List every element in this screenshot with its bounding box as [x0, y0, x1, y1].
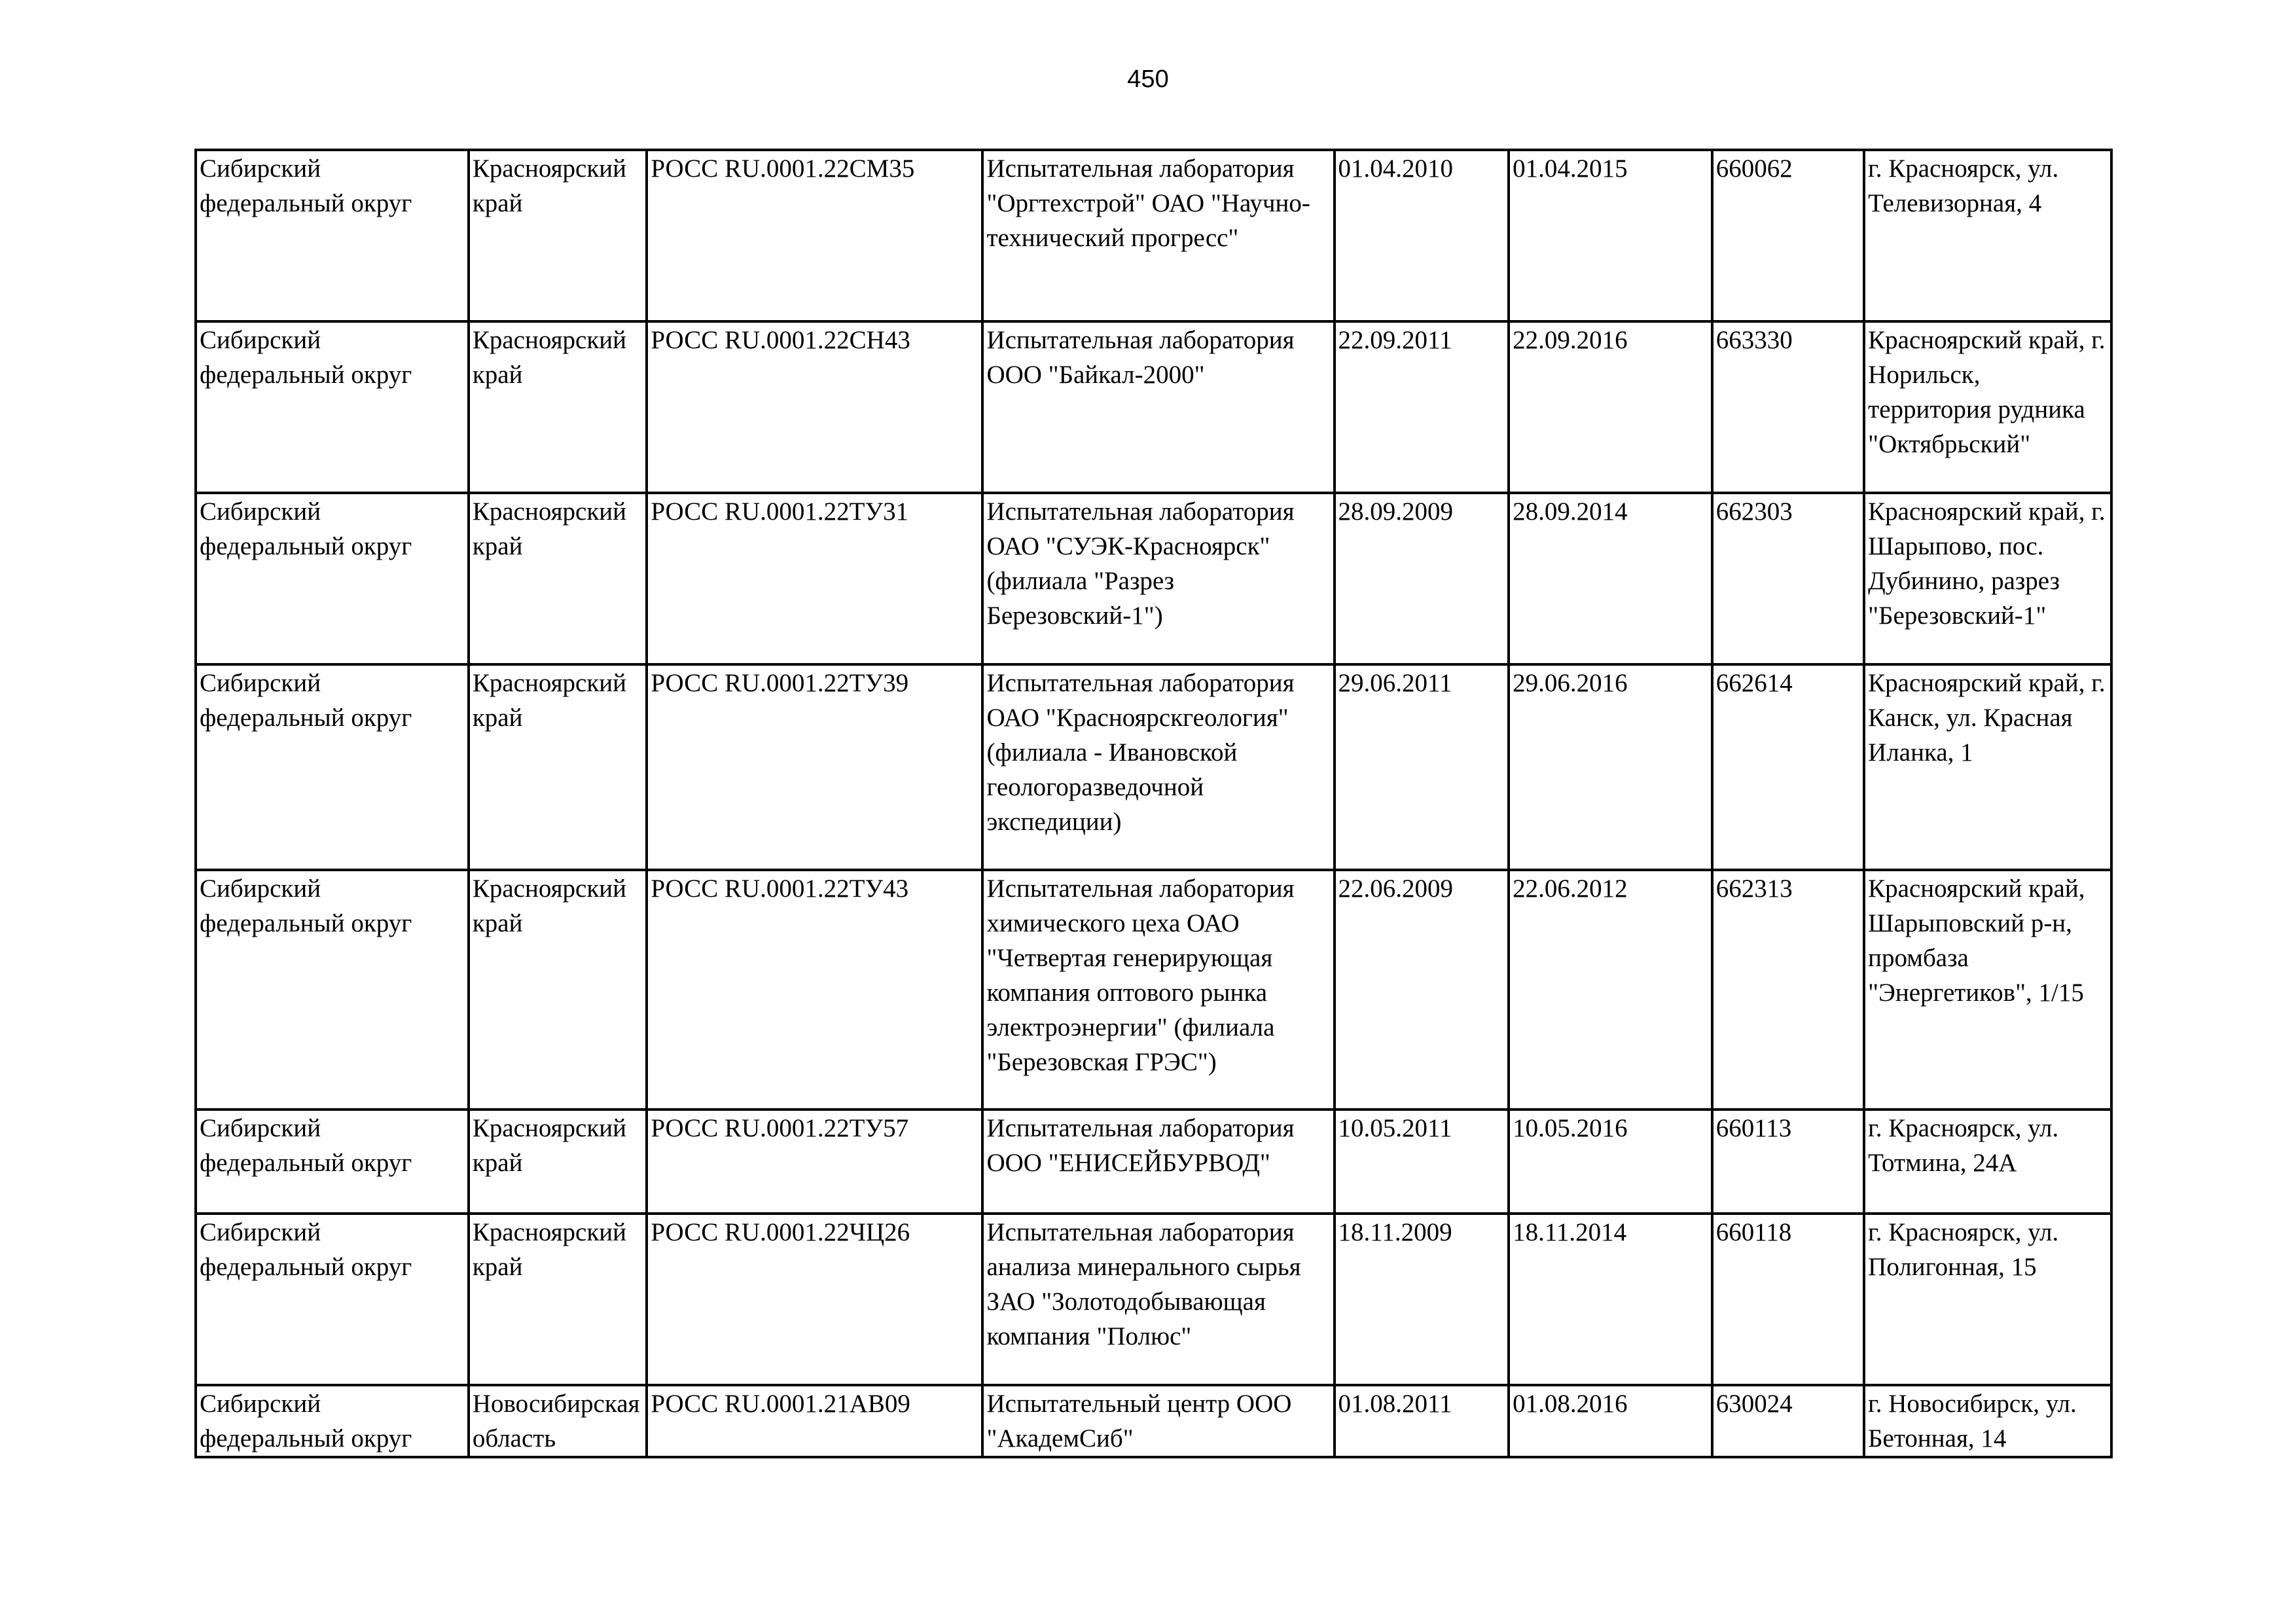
region-cell: Красноярский край [469, 1214, 647, 1385]
district-cell: Сибирский федеральный округ [196, 870, 469, 1110]
region-cell: Красноярский край [469, 321, 647, 493]
table-row [196, 870, 2111, 1110]
table-row [196, 1214, 2111, 1385]
postal-code-cell: 662313 [1712, 870, 1864, 1110]
reg-number-cell: РОСС RU.0001.22ТУ39 [647, 664, 982, 870]
organization-cell: Испытательная лаборатория ООО "ЕНИСЕЙБУРВОД" [982, 1110, 1334, 1214]
organization-cell: Испытательная лаборатория анализа минерального сырья ЗАО "Золотодобывающая компания "Полюс" [982, 1214, 1334, 1385]
district-cell: Сибирский федеральный округ [196, 1110, 469, 1214]
district-cell: Сибирский федеральный округ [196, 1214, 469, 1385]
address-cell: Красноярский край, г. Шарыпово, пос. Дубинино, разрез "Березовский-1" [1864, 493, 2111, 664]
postal-code-cell: 660062 [1712, 150, 1864, 321]
postal-code-cell: 662303 [1712, 493, 1864, 664]
date-from-cell: 01.04.2010 [1335, 150, 1509, 321]
date-from-cell: 01.08.2011 [1335, 1385, 1509, 1457]
table-row [196, 321, 2111, 493]
date-from-cell: 18.11.2009 [1335, 1214, 1509, 1385]
date-from-cell: 22.06.2009 [1335, 870, 1509, 1110]
table-row [196, 493, 2111, 664]
region-cell: Красноярский край [469, 150, 647, 321]
date-from-cell: 29.06.2011 [1335, 664, 1509, 870]
organization-cell: Испытательная лаборатория химического цеха ОАО "Четвертая генерирующая компания оптового рынка электроэнергии" (филиала "Березовская ГРЭС") [982, 870, 1334, 1110]
reg-number-cell: РОСС RU.0001.22ТУ43 [647, 870, 982, 1110]
address-cell: г. Новосибирск, ул. Бетонная, 14 [1864, 1385, 2111, 1457]
address-cell: г. Красноярск, ул. Тотмина, 24А [1864, 1110, 2111, 1214]
date-to-cell: 01.04.2015 [1509, 150, 1712, 321]
postal-code-cell: 630024 [1712, 1385, 1864, 1457]
address-cell: г. Красноярск, ул. Полигонная, 15 [1864, 1214, 2111, 1385]
region-cell: Красноярский край [469, 664, 647, 870]
date-from-cell: 22.09.2011 [1335, 321, 1509, 493]
district-cell: Сибирский федеральный округ [196, 493, 469, 664]
region-cell: Новосибирская область [469, 1385, 647, 1457]
date-to-cell: 10.05.2016 [1509, 1110, 1712, 1214]
organization-cell: Испытательная лаборатория ООО "Байкал-2000" [982, 321, 1334, 493]
address-cell: г. Красноярск, ул. Телевизорная, 4 [1864, 150, 2111, 321]
table-row [196, 664, 2111, 870]
reg-number-cell: РОСС RU.0001.22СМ35 [647, 150, 982, 321]
reg-number-cell: РОСС RU.0001.21АВ09 [647, 1385, 982, 1457]
date-to-cell: 22.06.2012 [1509, 870, 1712, 1110]
organization-cell: Испытательная лаборатория ОАО "СУЭК-Красноярск" (филиала "Разрез Березовский-1") [982, 493, 1334, 664]
date-to-cell: 28.09.2014 [1509, 493, 1712, 664]
postal-code-cell: 660113 [1712, 1110, 1864, 1214]
table-row [196, 150, 2111, 321]
address-cell: Красноярский край, г. Норильск, территория рудника "Октябрьский" [1864, 321, 2111, 493]
address-cell: Красноярский край, Шарыповский р-н, промбаза "Энергетиков", 1/15 [1864, 870, 2111, 1110]
date-from-cell: 10.05.2011 [1335, 1110, 1509, 1214]
region-cell: Красноярский край [469, 493, 647, 664]
district-cell: Сибирский федеральный округ [196, 1385, 469, 1457]
date-to-cell: 29.06.2016 [1509, 664, 1712, 870]
organization-cell: Испытательная лаборатория "Оргтехстрой" ОАО "Научно-технический прогресс" [982, 150, 1334, 321]
reg-number-cell: РОСС RU.0001.22СН43 [647, 321, 982, 493]
table-row [196, 1110, 2111, 1214]
reg-number-cell: РОСС RU.0001.22ТУ31 [647, 493, 982, 664]
table-row [196, 1385, 2111, 1457]
date-to-cell: 01.08.2016 [1509, 1385, 1712, 1457]
date-to-cell: 22.09.2016 [1509, 321, 1712, 493]
address-cell: Красноярский край, г. Канск, ул. Красная Иланка, 1 [1864, 664, 2111, 870]
postal-code-cell: 660118 [1712, 1214, 1864, 1385]
page-number: 450 [1127, 65, 1169, 93]
postal-code-cell: 662614 [1712, 664, 1864, 870]
district-cell: Сибирский федеральный округ [196, 664, 469, 870]
date-to-cell: 18.11.2014 [1509, 1214, 1712, 1385]
district-cell: Сибирский федеральный округ [196, 321, 469, 493]
organization-cell: Испытательный центр ООО "АкадемСиб" [982, 1385, 1334, 1457]
organization-cell: Испытательная лаборатория ОАО "Красноярскгеология" (филиала - Ивановской геологоразведочной экспедиции) [982, 664, 1334, 870]
reg-number-cell: РОСС RU.0001.22ТУ57 [647, 1110, 982, 1214]
region-cell: Красноярский край [469, 1110, 647, 1214]
date-from-cell: 28.09.2009 [1335, 493, 1509, 664]
reg-number-cell: РОСС RU.0001.22ЧЦ26 [647, 1214, 982, 1385]
postal-code-cell: 663330 [1712, 321, 1864, 493]
region-cell: Красноярский край [469, 870, 647, 1110]
district-cell: Сибирский федеральный округ [196, 150, 469, 321]
laboratory-registry-table [194, 149, 2113, 1458]
